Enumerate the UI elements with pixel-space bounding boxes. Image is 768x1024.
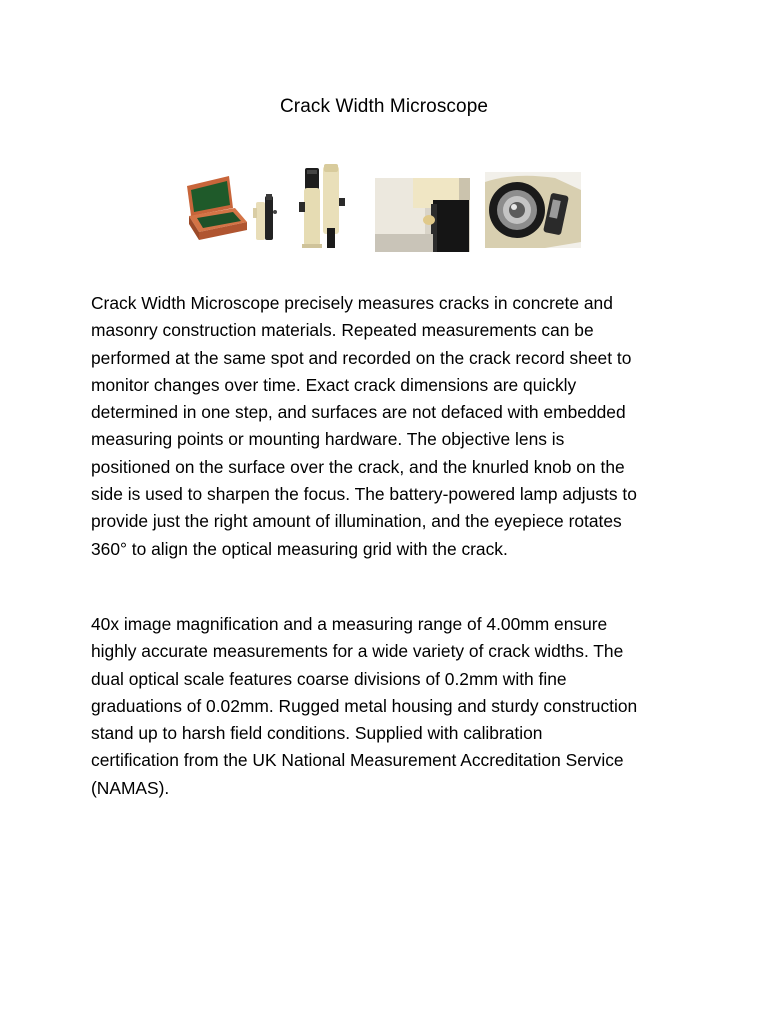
body-paragraph-2: 40x image magnification and a measuring range of 4.00mm ensure highly accurate measurements for a wide variety of crack widths. The dual optical scale features coarse divisions of 0.2mm with fine graduations of 0.02mm. Rugged metal housing and sturdy construction stand up to harsh field conditions. Supplied with calibration certification from the UK National Measurement Accreditation Service (NAMAS). (91, 614, 638, 798)
microscope-photo (299, 162, 361, 252)
body-paragraph-1: Crack Width Microscope precisely measures cracks in concrete and masonry construction materials. Repeated measurements can be performed at the same spot and recorded on the crack record sheet to monitor changes over time. Exact crack dimensions are quickly determined in one step, and surfaces are not defaced with embedded measuring points or mounting hardware. The objective lens is positioned on the surface over the crack, and the knurled knob on the side is used to sharpen the focus. The battery-powered lamp adjusts to provide just the right amount of illumination, and the eyepiece rotates 360° to align the optical measuring grid with the crack. (91, 293, 637, 559)
page-title: Crack Width Microscope (279, 96, 489, 117)
eyepiece-closeup-photo (485, 172, 581, 248)
objective-lens-closeup-photo (375, 178, 470, 252)
product-photo-strip (185, 162, 585, 254)
microscope-case-photo (185, 172, 285, 250)
